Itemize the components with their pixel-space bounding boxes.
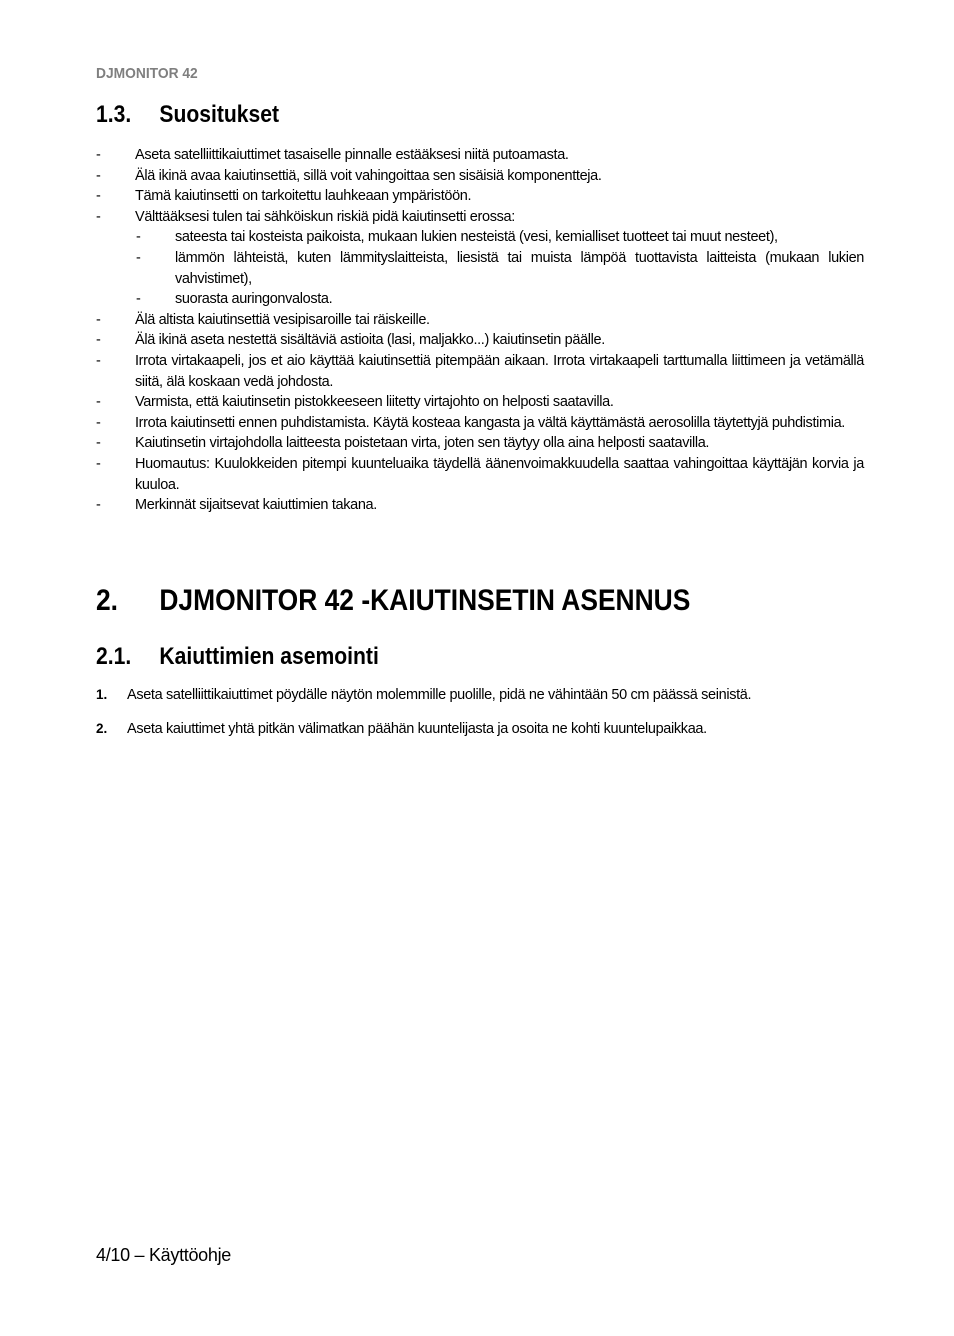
list-item-text: suorasta auringonvalosta.	[175, 291, 333, 308]
list-item-text: Merkinnät sijaitsevat kaiuttimien takana.	[135, 497, 377, 514]
list-item	[96, 433, 864, 454]
list-item-text: lämmön lähteistä, kuten lämmityslaitteista, liesistä tai muista lämpöä tuottavista laitteista (mukaan lukien vahvistimet),	[175, 249, 864, 287]
list-item	[96, 207, 864, 228]
recommendations-list	[96, 145, 864, 516]
section-title: DJMONITOR 42 -KAIUTINSETIN ASENNUS	[159, 584, 691, 617]
list-item-text: Älä ikinä aseta nestettä sisältäviä astioita (lasi, maljakko...) kaiutinsetin päälle.	[135, 332, 605, 349]
step-text: Aseta kaiuttimet yhtä pitkän välimatkan päähän kuuntelijasta ja osoita ne kohti kuuntelupaikkaa.	[127, 721, 707, 737]
list-item-text: Välttääksesi tulen tai sähköiskun riskiä pidä kaiutinsetti erossa:	[135, 208, 515, 225]
list-item	[96, 495, 864, 516]
list-item-text: Tämä kaiutinsetti on tarkoitettu lauhkeaan ympäristöön.	[135, 188, 472, 205]
bullet-dash: -	[96, 414, 101, 431]
section-number: 2.	[96, 584, 119, 617]
positioning-steps	[96, 685, 864, 739]
bullet-dash: -	[96, 455, 101, 472]
list-item-text: Varmista, että kaiutinsetin pistokkeeseen liitetty virtajohto on helposti saatavilla.	[135, 394, 614, 411]
bullet-dash: -	[96, 497, 101, 514]
bullet-dash: -	[96, 332, 101, 349]
list-item	[96, 413, 864, 434]
section-heading-1-3	[96, 101, 280, 129]
bullet-dash: -	[96, 167, 101, 184]
section-heading-2	[96, 584, 691, 618]
bullet-dash: -	[96, 147, 101, 163]
bullet-dash: -	[136, 291, 141, 308]
step-item	[96, 719, 864, 739]
list-item	[96, 454, 864, 495]
bullet-dash: -	[96, 435, 101, 452]
list-item	[96, 145, 864, 166]
bullet-dash: -	[96, 311, 101, 328]
list-item-text: sateesta tai kosteista paikoista, mukaan lukien nesteistä (vesi, kemialliset tuotteet tai muut nesteet),	[175, 229, 778, 246]
running-header: DJMONITOR 42	[96, 65, 198, 82]
step-item	[96, 685, 864, 705]
list-item	[96, 166, 864, 187]
section-number: 2.1.	[96, 643, 132, 670]
list-item-text: Älä ikinä avaa kaiutinsettiä, sillä voit vahingoittaa sen sisäisiä komponentteja.	[135, 167, 602, 184]
page-footer: 4/10 – Käyttöohje	[96, 1245, 232, 1265]
sub-list-item	[96, 227, 864, 248]
step-text: Aseta satelliittikaiuttimet pöydälle näytön molemmille puolille, pidä ne vähintään 50 cm päässä seinistä.	[127, 687, 752, 703]
bullet-dash: -	[96, 208, 101, 225]
step-number: 2.	[96, 721, 108, 736]
list-item	[96, 310, 864, 331]
list-item-text: Irrota kaiutinsetti ennen puhdistamista. Käytä kosteaa kangasta ja vältä käyttämästä aerosolilla täytettyjä puhdistimia.	[135, 414, 845, 431]
section-title: Suositukset	[159, 101, 280, 128]
list-item-text: Irrota virtakaapeli, jos et aio käyttää kaiutinsettiä pitempään aikaan. Irrota virtakaapeli tarttumalla liittimeen ja vetämällä siitä, älä koskaan vedä johdosta.	[135, 352, 864, 390]
bullet-dash: -	[96, 188, 101, 205]
list-item	[96, 351, 864, 392]
list-item	[96, 186, 864, 207]
bullet-dash: -	[96, 394, 101, 411]
sub-list-item	[96, 289, 864, 310]
sub-list-item	[96, 248, 864, 289]
list-item-text: Huomautus: Kuulokkeiden pitempi kuunteluaika täydellä äänenvoimakkuudella saattaa vahingoittaa käyttäjän korvia ja kuuloa.	[135, 455, 864, 493]
section-number: 1.3.	[96, 101, 132, 128]
list-item-text: Kaiutinsetin virtajohdolla laitteesta poistetaan virta, joten sen täytyy olla aina helposti saatavilla.	[135, 435, 710, 452]
list-item	[96, 330, 864, 351]
list-item	[96, 392, 864, 413]
section-title: Kaiuttimien asemointi	[159, 643, 379, 670]
list-item-text: Aseta satelliittikaiuttimet tasaiselle pinnalle estääksesi niitä putoamasta.	[135, 147, 569, 163]
bullet-dash: -	[96, 352, 101, 369]
list-item-text: Älä altista kaiutinsettiä vesipisaroille tai räiskeille.	[135, 311, 430, 328]
step-number: 1.	[96, 687, 108, 702]
bullet-dash: -	[136, 229, 141, 246]
bullet-dash: -	[136, 249, 141, 266]
section-heading-2-1	[96, 643, 379, 671]
